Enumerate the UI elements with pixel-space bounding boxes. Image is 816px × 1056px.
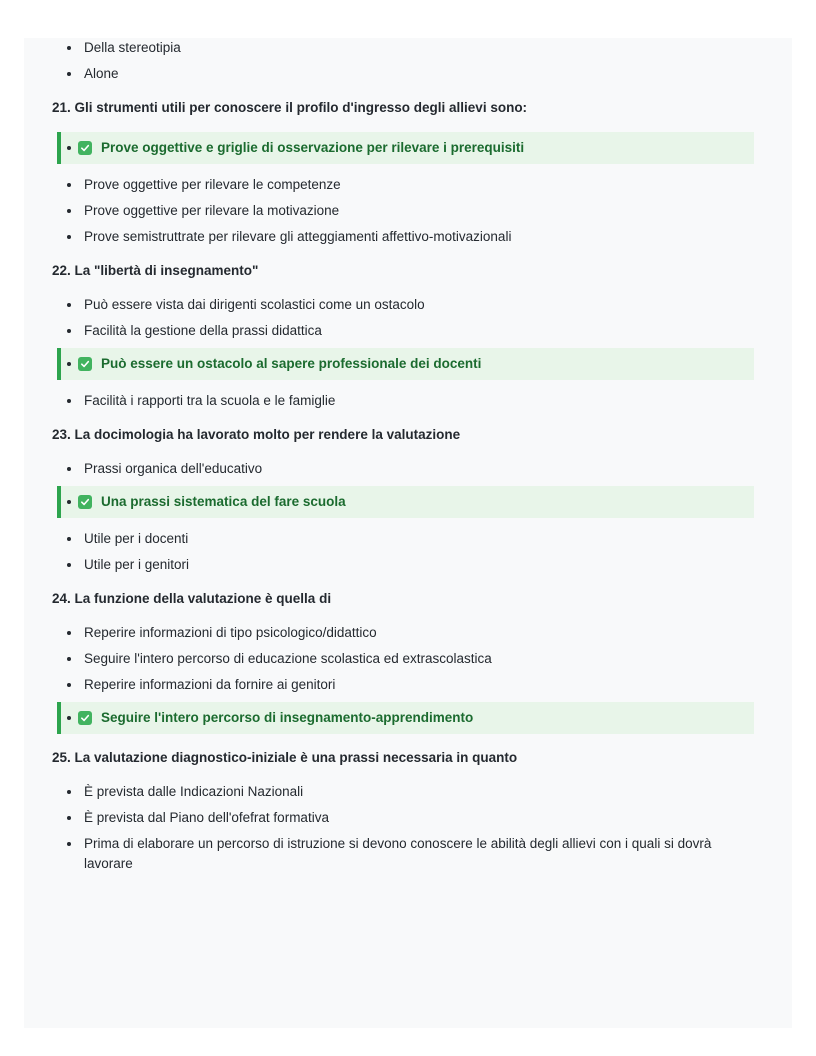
answer-option-text: È prevista dal Piano dell'ofefrat formativa — [84, 810, 329, 825]
correct-answer-text: Seguire l'intero percorso di insegnamento-apprendimento — [101, 710, 474, 725]
answer-option-text: Può essere vista dai dirigenti scolastici come un ostacolo — [84, 297, 425, 312]
question-title: 23. La docimologia ha lavorato molto per rendere la valutazione — [52, 427, 461, 442]
correct-answer-text: Può essere un ostacolo al sapere professionale dei docenti — [101, 356, 482, 371]
option-list — [24, 782, 792, 874]
answer-option-text: Prassi organica dell'educativo — [84, 461, 263, 476]
answer-option-text: Alone — [84, 66, 119, 81]
correct-answer-item — [24, 348, 792, 380]
quiz-content — [24, 38, 792, 880]
question-title: 22. La "libertà di insegnamento" — [52, 263, 259, 278]
document-page — [24, 38, 792, 1028]
answer-option — [24, 227, 792, 247]
correct-answer-highlight — [57, 348, 754, 380]
answer-option — [24, 459, 792, 479]
question-title: 25. La valutazione diagnostico-iniziale è una prassi necessaria in quanto — [52, 750, 518, 765]
check-mark-icon — [78, 357, 92, 371]
answer-option — [24, 295, 792, 315]
option-list — [24, 295, 792, 411]
question-title: 21. Gli strumenti utili per conoscere il profilo d'ingresso degli allievi sono: — [52, 100, 528, 115]
question-title: 24. La funzione della valutazione è quella di — [52, 591, 332, 606]
answer-option-text: Facilità la gestione della prassi didattica — [84, 323, 322, 338]
check-mark-icon — [78, 141, 92, 155]
answer-option-text: Della stereotipia — [84, 40, 181, 55]
answer-option — [24, 529, 792, 549]
option-list — [24, 132, 792, 247]
answer-option-text: Prima di elaborare un percorso di istruzione si devono conoscere le abilità degli allievi con i quali si dovrà lavorare — [84, 836, 712, 871]
answer-option — [24, 834, 792, 874]
check-mark-icon — [78, 711, 92, 725]
answer-option — [24, 38, 792, 58]
answer-option-text: Prove semistruttrate per rilevare gli atteggiamenti affettivo-motivazionali — [84, 229, 512, 244]
option-list — [24, 459, 792, 575]
answer-option-text: Facilità i rapporti tra la scuola e le famiglie — [84, 393, 336, 408]
answer-option-text: Reperire informazioni di tipo psicologico/didattico — [84, 625, 377, 640]
correct-answer-text: Prove oggettive e griglie di osservazione per rilevare i prerequisiti — [101, 140, 525, 155]
answer-option — [24, 649, 792, 669]
correct-answer-highlight — [57, 486, 754, 518]
correct-answer-item — [24, 486, 792, 518]
answer-option — [24, 391, 792, 411]
answer-option-text: Prove oggettive per rilevare la motivazione — [84, 203, 340, 218]
answer-option-text: Seguire l'intero percorso di educazione scolastica ed extrascolastica — [84, 651, 492, 666]
answer-option — [24, 782, 792, 802]
answer-option — [24, 64, 792, 84]
answer-option-text: Utile per i docenti — [84, 531, 189, 546]
answer-option — [24, 201, 792, 221]
answer-option-text: Reperire informazioni da fornire ai genitori — [84, 677, 336, 692]
correct-answer-highlight — [57, 132, 754, 164]
answer-option — [24, 675, 792, 695]
option-list — [24, 38, 792, 84]
answer-option-text: Utile per i genitori — [84, 557, 190, 572]
answer-option-text: Prove oggettive per rilevare le competenze — [84, 177, 341, 192]
correct-answer-highlight — [57, 702, 754, 734]
correct-answer-item — [24, 702, 792, 734]
answer-option — [24, 808, 792, 828]
check-mark-icon — [78, 495, 92, 509]
answer-option — [24, 175, 792, 195]
correct-answer-text: Una prassi sistematica del fare scuola — [101, 494, 346, 509]
correct-answer-item — [24, 132, 792, 164]
option-list — [24, 623, 792, 734]
answer-option — [24, 321, 792, 341]
answer-option-text: È prevista dalle Indicazioni Nazionali — [84, 784, 304, 799]
answer-option — [24, 623, 792, 643]
answer-option — [24, 555, 792, 575]
